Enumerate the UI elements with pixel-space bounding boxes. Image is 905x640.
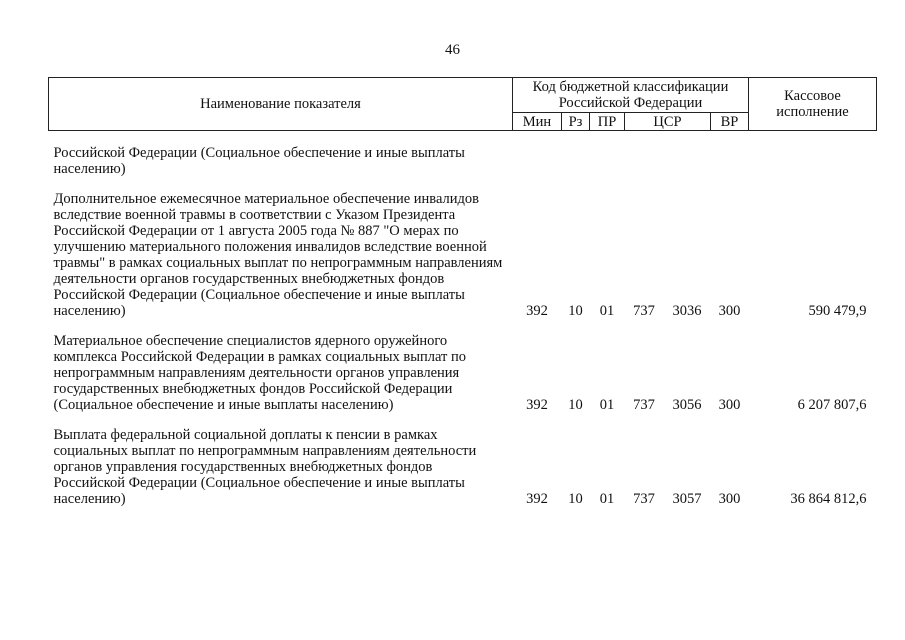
table-row bbox=[49, 333, 877, 413]
row-csr-program bbox=[625, 131, 664, 178]
row-min bbox=[513, 131, 562, 178]
row-name: Материальное обеспечение специалистов ядерного оружейного комплекса Российской Федерации в рамках социальных выплат по непрограммным направлениям деятельности органов управления государственных внебюджетных фондов Российской Федерации (Социальное обеспечение и иные выплаты населению) bbox=[53, 333, 467, 413]
header-code-group: Код бюджетной классификации Российской Федерации bbox=[513, 78, 749, 113]
row-min: 392 bbox=[526, 303, 548, 319]
row-csr-program: 737 bbox=[633, 303, 655, 319]
row-csr-direction: 3036 bbox=[672, 303, 702, 319]
table-row bbox=[49, 131, 877, 178]
row-name: Выплата федеральной социальной доплаты к пенсии в рамках социальных выплат по непрограммным направлениям деятельности органов управления государственных внебюджетных фондов Российской Федерации (Социальное обеспечение и иные выплаты населению) bbox=[53, 427, 477, 507]
row-vr: 300 bbox=[718, 303, 741, 319]
header-amount: Кассовое исполнение bbox=[749, 78, 877, 131]
row-amount bbox=[749, 131, 877, 178]
row-pr: 01 bbox=[599, 303, 615, 319]
page-number: 46 bbox=[445, 42, 460, 58]
row-vr: 300 bbox=[718, 491, 741, 507]
row-csr-program: 737 bbox=[633, 397, 655, 413]
row-pr: 01 bbox=[599, 397, 615, 413]
row-csr-direction: 3057 bbox=[672, 491, 702, 507]
row-rz: 10 bbox=[568, 303, 583, 319]
row-pr bbox=[590, 131, 625, 178]
row-amount: 590 479,9 bbox=[808, 303, 867, 319]
row-vr bbox=[711, 131, 749, 178]
header-csr: ЦСР bbox=[625, 113, 711, 131]
row-vr: 300 bbox=[718, 397, 741, 413]
budget-table bbox=[48, 77, 877, 507]
table-row bbox=[49, 191, 877, 319]
row-csr-direction bbox=[664, 131, 711, 178]
row-pr: 01 bbox=[599, 491, 615, 507]
row-rz: 10 bbox=[568, 491, 583, 507]
header-min: Мин bbox=[513, 113, 562, 131]
row-name: Российской Федерации (Социальное обеспечение и иные выплаты населению) bbox=[53, 145, 465, 177]
header-name: Наименование показателя bbox=[49, 78, 513, 131]
row-min: 392 bbox=[526, 491, 548, 507]
row-name: Дополнительное ежемесячное материальное обеспечение инвалидов вследствие военной травмы в соответствии с Указом Президента Российской Федерации от 1 августа 2005 года № 887 "О мерах по улучшению материального положения инвалидов вследствие военной травмы" в рамках социальных выплат по непрограммным направлениям деятельности органов государственных внебюджетных фондов Российской Федерации (Социальное обеспечение и иные выплаты населению) bbox=[53, 191, 503, 319]
row-csr-direction: 3056 bbox=[672, 397, 702, 413]
row-rz: 10 bbox=[568, 397, 583, 413]
header-pr: ПР bbox=[590, 113, 625, 131]
row-rz bbox=[562, 131, 590, 178]
row-csr-program: 737 bbox=[633, 491, 655, 507]
header-vr: ВР bbox=[711, 113, 749, 131]
row-min: 392 bbox=[526, 397, 548, 413]
row-amount: 6 207 807,6 bbox=[797, 397, 867, 413]
table-row bbox=[49, 427, 877, 507]
row-amount: 36 864 812,6 bbox=[790, 491, 867, 507]
header-rz: Рз bbox=[562, 113, 590, 131]
